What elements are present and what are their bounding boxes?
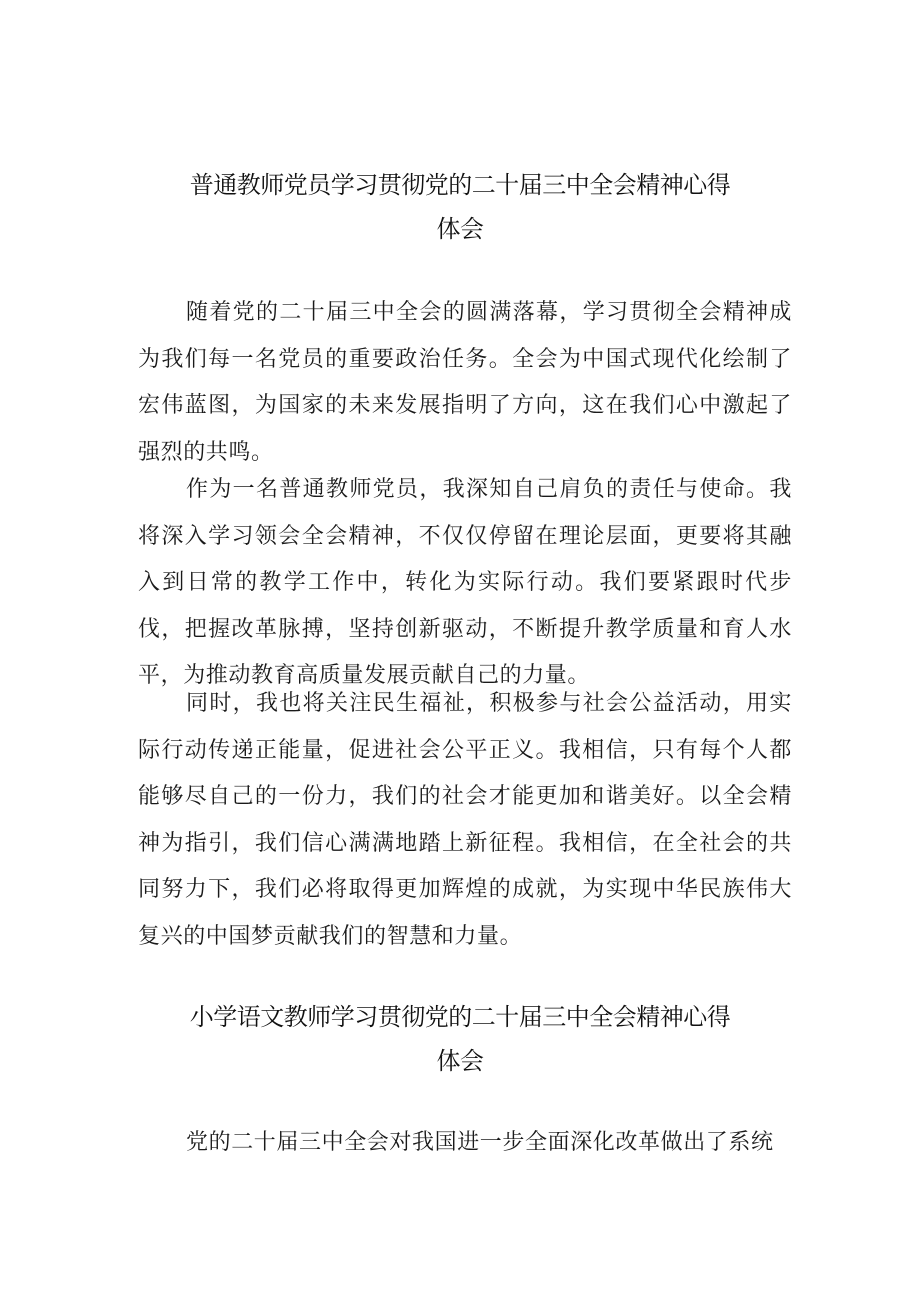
article-paragraph: 随着党的二十届三中全会的圆满落幕，学习贯彻全会精神成为我们每一名党员的重要政治任务。全会为中国式现代化绘制了宏伟蓝图，为国家的未来发展指明了方向，这在我们心中激起了强烈的共鸣。 (138, 300, 792, 465)
article-title (120, 164, 800, 252)
article-title (120, 996, 800, 1084)
article-paragraph: 党的二十届三中全会对我国进一步全面深化改革做出了系统 (186, 1130, 774, 1155)
article-title-line-2: 体会 (436, 1048, 484, 1075)
article-paragraph: 同时，我也将关注民生福祉，积极参与社会公益活动，用实际行动传递正能量，促进社会公平正义。我相信，只有每个人都能够尽自己的一份力，我们的社会才能更加和谐美好。以全会精神为指引，我们信心满满地踏上新征程。我相信，在全社会的共同努力下，我们必将取得更加辉煌的成就，为实现中华民族伟大复兴的中国梦贡献我们的智慧和力量。 (138, 691, 792, 949)
article-title-line-1: 普通教师党员学习贯彻党的二十届三中全会精神心得 (189, 172, 731, 199)
article-paragraph: 作为一名普通教师党员，我深知自己肩负的责任与使命。我将深入学习领会全会精神，不仅仅停留在理论层面，更要将其融入到日常的教学工作中，转化为实际行动。我们要紧跟时代步伐，把握改革脉搏，坚持创新驱动，不断提升教学质量和育人水平，为推动教育高质量发展贡献自己的力量。 (138, 477, 792, 688)
article-title-line-1: 小学语文教师学习贯彻党的二十届三中全会精神心得 (189, 1004, 731, 1031)
article-title-line-2: 体会 (436, 216, 484, 243)
